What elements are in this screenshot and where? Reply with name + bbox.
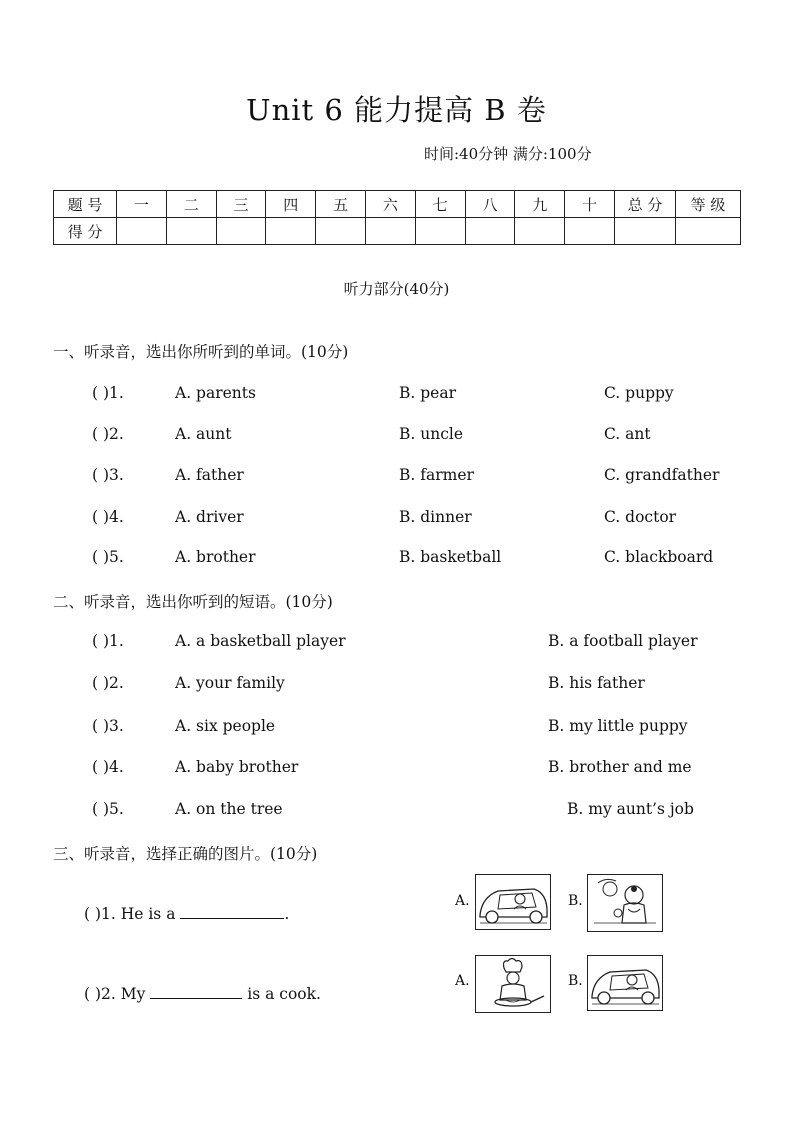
score-input-cell[interactable]: [415, 218, 465, 245]
score-table-score-row: [54, 218, 741, 245]
s1-q1-number: ( )1.: [92, 384, 124, 402]
score-cell: 总 分: [615, 191, 676, 218]
s1-q5-number: ( )5.: [92, 548, 124, 566]
s2-q3-number: ( )3.: [92, 717, 124, 735]
score-table-header-row: [54, 191, 741, 218]
score-cell: 三: [216, 191, 266, 218]
score-cell: 得 分: [54, 218, 117, 245]
score-cell: 二: [166, 191, 216, 218]
s1-q4-number: ( )4.: [92, 508, 124, 526]
s3-q2-picture-b[interactable]: [587, 955, 663, 1011]
s1-q3-option-c[interactable]: C. grandfather: [604, 466, 720, 484]
s2-q5-option-b[interactable]: B. my aunt’s job: [567, 800, 694, 818]
s3-q1-suffix: .: [284, 905, 290, 923]
score-input-cell[interactable]: [316, 218, 366, 245]
score-input-cell[interactable]: [465, 218, 515, 245]
score-input-cell[interactable]: [565, 218, 615, 245]
s1-q5-option-a[interactable]: A. brother: [175, 548, 256, 566]
score-cell: 等 级: [676, 191, 741, 218]
s2-q1-option-a[interactable]: A. a basketball player: [175, 632, 346, 650]
score-input-cell[interactable]: [515, 218, 565, 245]
s3-q1-stem: [84, 904, 289, 923]
s2-q5-option-a[interactable]: A. on the tree: [175, 800, 283, 818]
s1-q2-number: ( )2.: [92, 425, 124, 443]
score-input-cell[interactable]: [615, 218, 676, 245]
s1-q2-option-c[interactable]: C. ant: [604, 425, 651, 443]
driver-car-icon: [476, 875, 550, 929]
score-cell: 一: [117, 191, 167, 218]
s1-q3-option-a[interactable]: A. father: [175, 466, 244, 484]
s3-q1-answer-blank[interactable]: [180, 904, 284, 919]
s2-q2-option-b[interactable]: B. his father: [548, 674, 645, 692]
s2-q2-option-a[interactable]: A. your family: [175, 674, 285, 692]
exam-meta: 时间:40分钟 满分:100分: [424, 145, 592, 163]
score-cell: 七: [415, 191, 465, 218]
s3-q1-picture-b[interactable]: [587, 874, 663, 932]
section3-heading: 三、听录音，选择正确的图片。(10分): [53, 845, 318, 863]
s3-q2-label-b: B.: [568, 973, 583, 989]
s3-q2-prefix: ( )2. My: [84, 985, 146, 1003]
score-input-cell[interactable]: [117, 218, 167, 245]
s1-q4-option-a[interactable]: A. driver: [175, 508, 244, 526]
s1-q2-option-a[interactable]: A. aunt: [175, 425, 232, 443]
s2-q3-option-a[interactable]: A. six people: [175, 717, 276, 735]
s2-q4-option-a[interactable]: A. baby brother: [175, 758, 299, 776]
s3-q1-label-a: A.: [455, 893, 470, 909]
s1-q5-option-c[interactable]: C. blackboard: [604, 548, 714, 566]
s1-q4-option-b[interactable]: B. dinner: [399, 508, 472, 526]
s1-q1-option-a[interactable]: A. parents: [175, 384, 256, 402]
doctor-icon: [588, 875, 662, 931]
s2-q2-number: ( )2.: [92, 674, 124, 692]
score-input-cell[interactable]: [216, 218, 266, 245]
score-input-cell[interactable]: [676, 218, 741, 245]
score-cell: 十: [565, 191, 615, 218]
s3-q1-label-b: B.: [568, 893, 583, 909]
s2-q4-number: ( )4.: [92, 758, 124, 776]
score-cell: 八: [465, 191, 515, 218]
driver-car-icon: [588, 956, 662, 1010]
s2-q5-number: ( )5.: [92, 800, 124, 818]
score-cell: 六: [365, 191, 415, 218]
cook-icon: [476, 956, 550, 1012]
s3-q2-picture-a[interactable]: [475, 955, 551, 1013]
s3-q1-picture-a[interactable]: [475, 874, 551, 930]
s3-q1-prefix: ( )1. He is a: [84, 905, 176, 923]
listening-heading: 听力部分(40分): [343, 280, 450, 298]
score-input-cell[interactable]: [166, 218, 216, 245]
score-cell: 五: [316, 191, 366, 218]
s2-q3-option-b[interactable]: B. my little puppy: [548, 717, 688, 735]
s1-q2-option-b[interactable]: B. uncle: [399, 425, 464, 443]
s3-q2-suffix: is a cook.: [247, 985, 321, 1003]
s1-q1-option-c[interactable]: C. puppy: [604, 384, 674, 402]
score-cell: 四: [266, 191, 316, 218]
s3-q2-answer-blank[interactable]: [150, 984, 242, 999]
s1-q3-number: ( )3.: [92, 466, 124, 484]
s2-q4-option-b[interactable]: B. brother and me: [548, 758, 692, 776]
score-cell: 九: [515, 191, 565, 218]
score-table: [53, 190, 741, 245]
s3-q2-stem: [84, 984, 321, 1003]
s3-q2-label-a: A.: [455, 973, 470, 989]
score-input-cell[interactable]: [266, 218, 316, 245]
page-title: Unit 6 能力提高 B 卷: [246, 93, 547, 127]
s1-q4-option-c[interactable]: C. doctor: [604, 508, 677, 526]
score-input-cell[interactable]: [365, 218, 415, 245]
s2-q1-number: ( )1.: [92, 632, 124, 650]
s1-q1-option-b[interactable]: B. pear: [399, 384, 456, 402]
section2-heading: 二、听录音，选出你听到的短语。(10分): [53, 593, 333, 611]
s1-q3-option-b[interactable]: B. farmer: [399, 466, 474, 484]
score-cell: 题 号: [54, 191, 117, 218]
section1-heading: 一、听录音，选出你所听到的单词。(10分): [53, 343, 349, 361]
s2-q1-option-b[interactable]: B. a football player: [548, 632, 698, 650]
s1-q5-option-b[interactable]: B. basketball: [399, 548, 502, 566]
